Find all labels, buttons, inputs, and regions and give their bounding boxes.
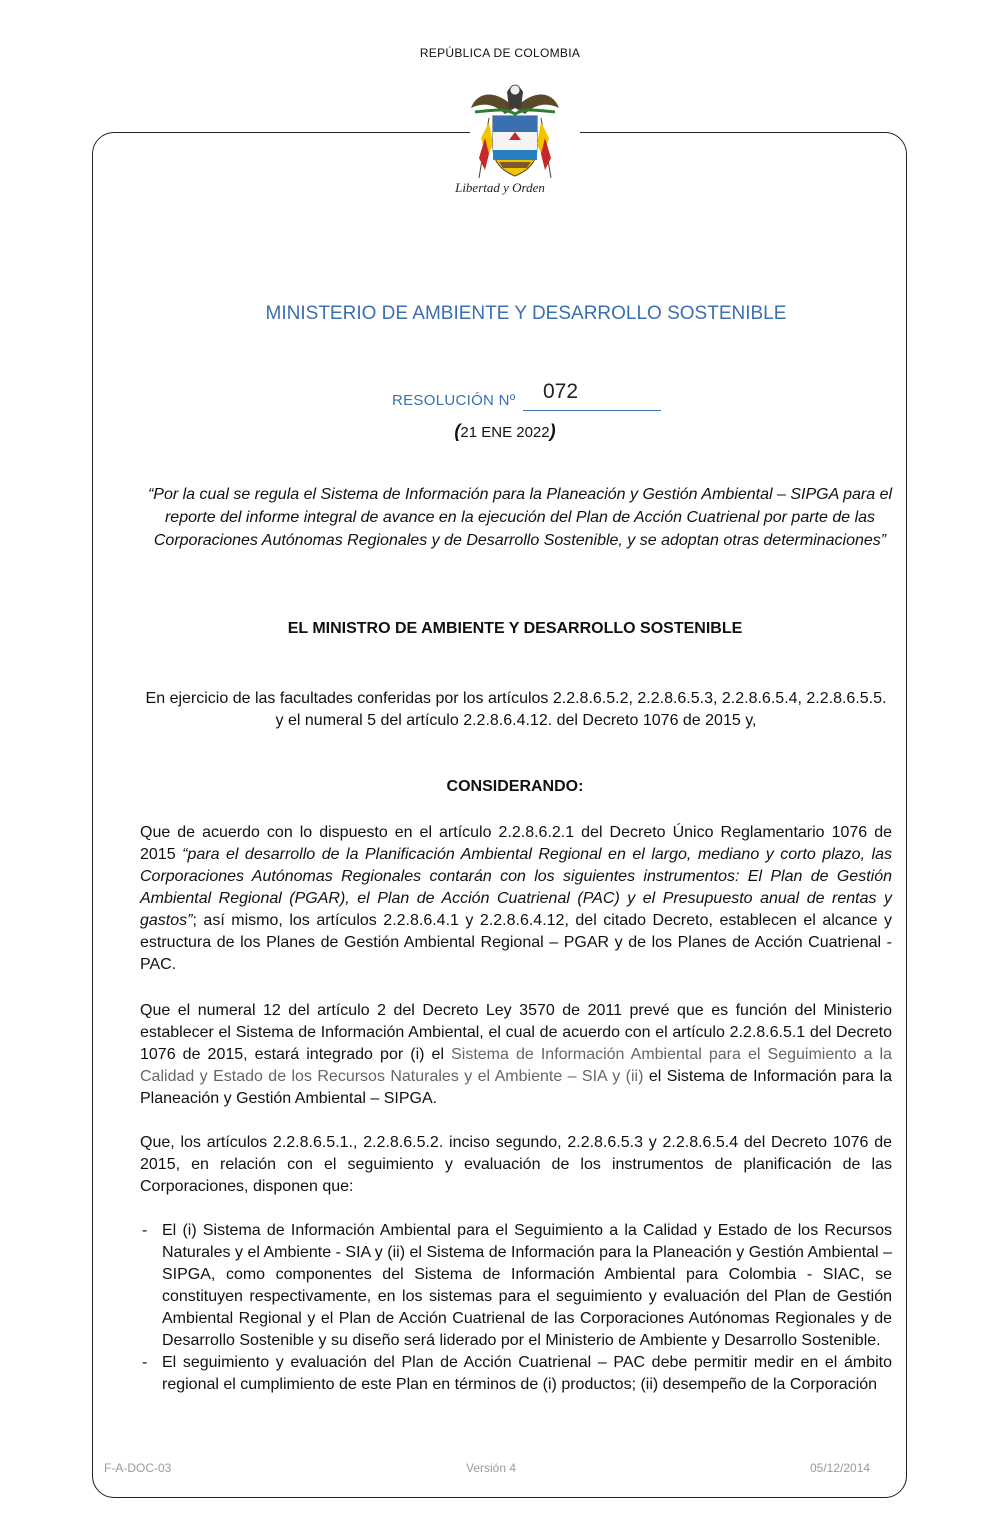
- paragraph-2-tail: el Sistema de Información para la Planeación y Gestión Ambiental – SIPGA.: [140, 1068, 892, 1107]
- date-close-paren: ): [549, 421, 556, 441]
- resolution-subject: “Por la cual se regula el Sistema de Información para la Planeación y Gestión Ambiental – SIPGA para el reporte del informe integral de avance en la ejecución del Plan de Acción Cuatrienal por parte de las Corporaciones Autónomas Regionales y de Desarrollo Sostenible, y se adoptan otras determinaciones”: [147, 486, 893, 549]
- footer-version: Versión 4: [466, 1461, 517, 1475]
- resolution-label: RESOLUCIÓN Nº: [392, 392, 516, 409]
- resolution-number: 072: [543, 380, 579, 403]
- ministry-title: MINISTERIO DE AMBIENTE Y DESARROLLO SOSTENIBLE: [265, 303, 787, 324]
- paragraph-2-muted: Sistema de Información Ambiental para el Seguimiento a la Calidad y Estado de los Recursos Naturales y el Ambiente – SIA y (ii): [140, 1046, 892, 1085]
- date-open-paren: (: [454, 421, 461, 441]
- paragraph-2-lead: Que el numeral 12 del artículo 2 del Decreto Ley 3570 de 2011 prevé que es función del Ministerio establecer el Sistema de Información Ambiental, el cual de acuerdo con el artículo 2.2.8.6.5.1 del Decreto 1076 de 2015, estará integrado por (i) el: [140, 1002, 892, 1063]
- paragraph-3: Que, los artículos 2.2.8.6.5.1., 2.2.8.6.5.2. inciso segundo, 2.2.8.6.5.3 y 2.2.8.6.5.4 del Decreto 1076 de 2015, en relación con el seguimiento y evaluación de los instrumentos de planificación de las Corporaciones, disponen que:: [140, 1134, 892, 1195]
- paragraph-1-lead: Que de acuerdo con lo dispuesto en el artículo 2.2.8.6.2.1 del Decreto Único Reglamentario 1076 de 2015: [140, 824, 892, 863]
- resolution-date-line: [0, 421, 1000, 442]
- resolution-number-line: [523, 380, 661, 411]
- paragraph-1-tail: ; así mismo, los artículos 2.2.8.6.4.1 y 2.2.8.6.4.12, del citado Decreto, establecen el alcance y estructura de los Planes de Gestión Ambiental Regional – PGAR y de los Planes de Acción Cuatrienal - PAC.: [140, 912, 892, 973]
- footer-date: 05/12/2014: [810, 1461, 871, 1475]
- list-item: - El seguimiento y evaluación del Plan de Acción Cuatrienal – PAC debe permitir medir en el ámbito regional el cumplimiento de este Plan en términos de (i) productos; (ii) desempeño de la Corporación: [140, 1352, 892, 1396]
- country-header: REPÚBLICA DE COLOMBIA: [419, 46, 581, 60]
- paragraph-2: [140, 1000, 892, 1110]
- considering-list: [140, 1220, 892, 1396]
- coat-motto: Libertad y Orden: [455, 180, 545, 195]
- minister-heading: EL MINISTRO DE AMBIENTE Y DESARROLLO SOSTENIBLE: [287, 620, 743, 637]
- resolution-date: 21 ENE 2022: [460, 424, 550, 441]
- list-item: - El (i) Sistema de Información Ambiental para el Seguimiento a la Calidad y Estado de los Recursos Naturales y el Ambiente - SIA y (ii) el Sistema de Información para la Planeación y Gestión Ambiental – SIPGA, como componentes del Sistema de Información Ambiental para Colombia - SIAC, se constituyen respectivamente, en los sistemas para el seguimiento y evaluación del Plan de Gestión Ambiental Regional y el Plan de Acción Cuatrienal de las Corporaciones Autónomas Regionales y de Desarrollo Sostenible y su diseño será liderado por el Ministerio de Ambiente y Desarrollo Sostenible.: [140, 1220, 892, 1352]
- paragraph-1-quote: “para el desarrollo de la Planificación Ambiental Regional en el largo, mediano y corto plazo, las Corporaciones Autónomas Regionales contarán con los siguientes instrumentos: El Plan de Gestión Ambiental Regional (PGAR), el Plan de Acción Cuatrienal (PAC) y el Presupuesto anual de rentas y gastos”: [140, 846, 892, 929]
- considering-heading: CONSIDERANDO:: [446, 778, 584, 795]
- intro-paragraph: En ejercicio de las facultades conferidas por los artículos 2.2.8.6.5.2, 2.2.8.6.5.3, 2.2.8.6.5.4, 2.2.8.6.5.5. y el numeral 5 del artículo 2.2.8.6.4.12. del Decreto 1076 de 2015 y,: [145, 690, 887, 729]
- footer-doc-code: F-A-DOC-03: [104, 1461, 172, 1475]
- paragraph-1: [140, 822, 892, 976]
